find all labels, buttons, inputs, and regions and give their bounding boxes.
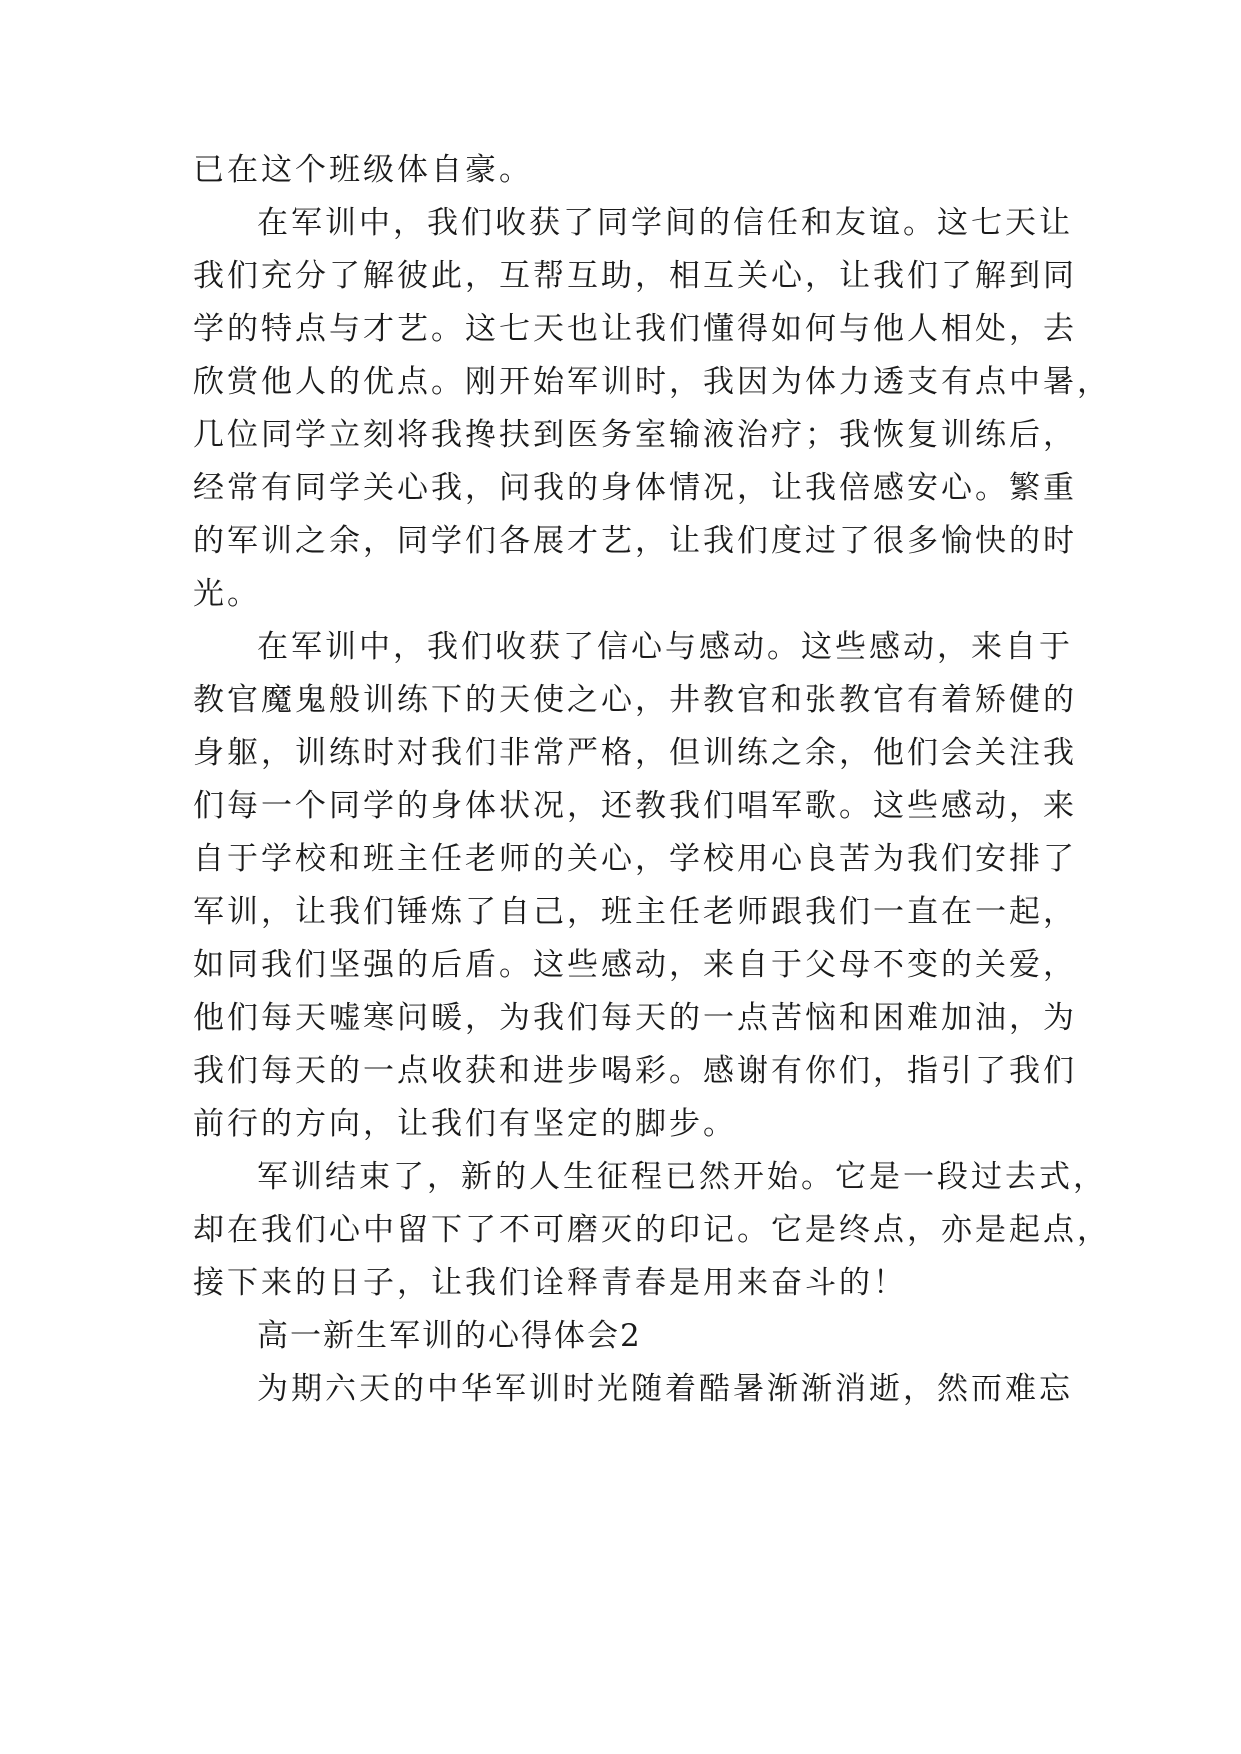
text-line: 他们每天嘘寒问暖，为我们每天的一点苦恼和困难加油，为 <box>193 1000 1077 1036</box>
text-line: 前行的方向，让我们有坚定的脚步。 <box>193 1106 737 1142</box>
section-heading: 高一新生军训的心得体会2 <box>257 1318 642 1354</box>
paragraph-start-line: 军训结束了，新的人生征程已然开始。它是一段过去式， <box>257 1159 1107 1195</box>
text-line: 如同我们坚强的后盾。这些感动，来自于父母不变的关爱， <box>193 947 1077 983</box>
text-line: 我们充分了解彼此，互帮互助，相互关心，让我们了解到同 <box>193 258 1077 294</box>
text-line: 身躯，训练时对我们非常严格，但训练之余，他们会关注我 <box>193 735 1077 771</box>
text-line: 经常有同学关心我，问我的身体情况，让我倍感安心。繁重 <box>193 470 1077 506</box>
text-line: 光。 <box>193 576 261 612</box>
text-line: 的军训之余，同学们各展才艺，让我们度过了很多愉快的时 <box>193 523 1077 559</box>
text-line: 我们每天的一点收获和进步喝彩。感谢有你们，指引了我们 <box>193 1053 1077 1089</box>
text-line: 学的特点与才艺。这七天也让我们懂得如何与他人相处，去 <box>193 311 1077 347</box>
text-line: 们每一个同学的身体状况，还教我们唱军歌。这些感动，来 <box>193 788 1077 824</box>
text-line: 接下来的日子，让我们诠释青春是用来奋斗的！ <box>193 1265 907 1301</box>
text-line: 几位同学立刻将我搀扶到医务室输液治疗；我恢复训练后， <box>193 417 1077 453</box>
paragraph-start-line: 在军训中，我们收获了信心与感动。这些感动，来自于 <box>257 629 1073 665</box>
text-line: 已在这个班级体自豪。 <box>193 152 533 188</box>
text-line: 自于学校和班主任老师的关心，学校用心良苦为我们安排了 <box>193 841 1077 877</box>
text-line: 军训，让我们锤炼了自己，班主任老师跟我们一直在一起， <box>193 894 1077 930</box>
text-line: 却在我们心中留下了不可磨灭的印记。它是终点，亦是起点， <box>193 1212 1111 1248</box>
paragraph-start-line: 在军训中，我们收获了同学间的信任和友谊。这七天让 <box>257 205 1073 241</box>
paragraph-start-line: 为期六天的中华军训时光随着酷暑渐渐消逝，然而难忘 <box>257 1371 1073 1407</box>
text-line: 欣赏他人的优点。刚开始军训时，我因为体力透支有点中暑， <box>193 364 1111 400</box>
text-line: 教官魔鬼般训练下的天使之心，井教官和张教官有着矫健的 <box>193 682 1077 718</box>
